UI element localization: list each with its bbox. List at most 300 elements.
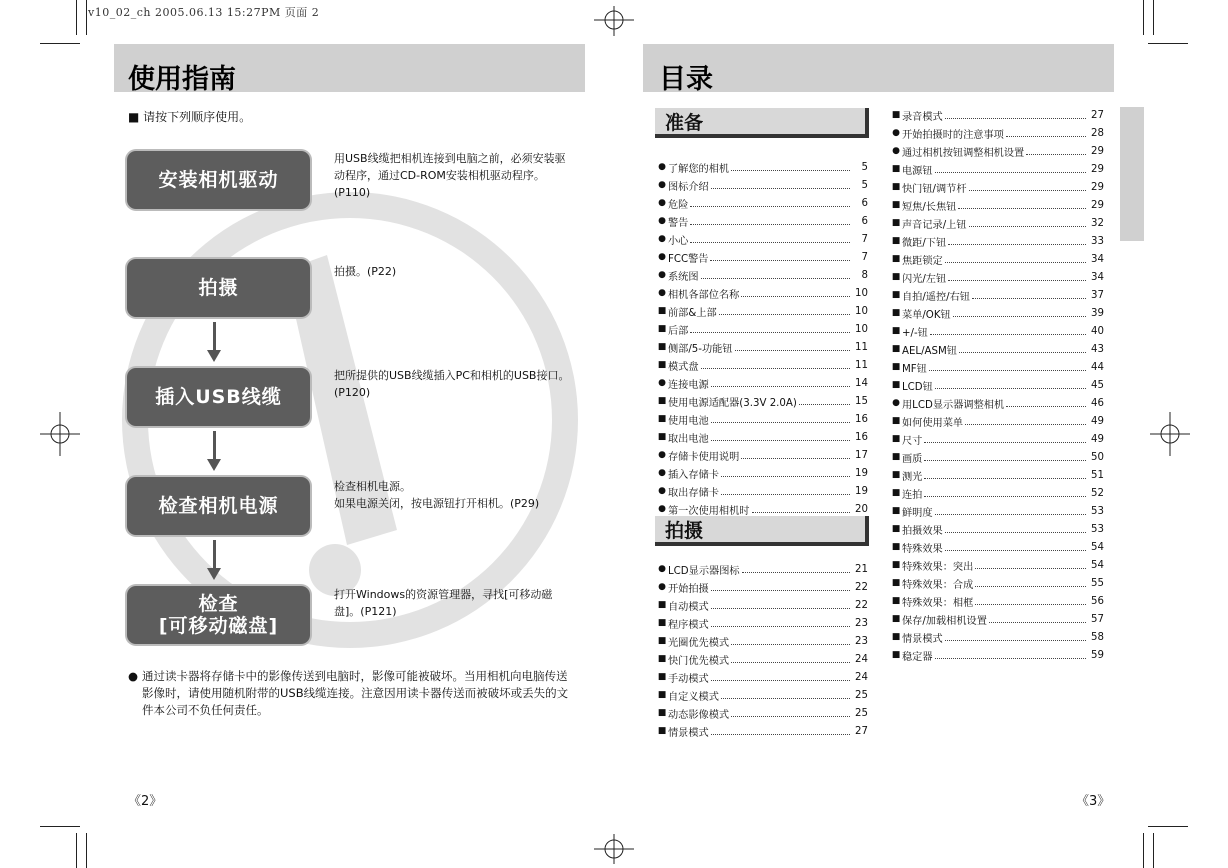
toc-entry-page: 24 [855,671,868,683]
toc-entry-page: 55 [1091,577,1104,589]
toc-entry [656,614,868,632]
toc-dot-leader [975,586,1086,587]
section-prepare-heading: 准备 [655,108,869,138]
toc-entry-label: 程序模式 [668,619,709,631]
toc-entry [890,124,1104,142]
toc-entry-page: 7 [861,233,868,245]
toc-dot-leader [935,514,1086,515]
toc-entry-marker: ■ [657,618,667,628]
toc-dot-leader [959,352,1086,353]
arrow-3-head [207,568,221,580]
arrow-1-head [207,350,221,362]
toc-entry-page: 19 [855,485,868,497]
toc-entry-label: 情景模式 [902,633,943,645]
registration-mark-right [1150,412,1190,456]
step-install-driver-desc: 用USB线缆把相机连接到电脑之前，必须安装驱动程序，通过CD-ROM安装相机驱动程序。(P110) [334,152,566,199]
toc-dot-leader [721,494,850,495]
toc-dot-leader [752,512,851,513]
toc-entry [890,358,1104,376]
toc-entry-page: 34 [1091,271,1104,283]
toc-entry [656,464,868,482]
toc-entry-page: 54 [1091,559,1104,571]
step-check-power-desc: 检查相机电源。 如果电源关闭，按电源钮打开相机。(P29) [334,480,540,510]
toc-entry-page: 43 [1091,343,1104,355]
toc-entry [890,556,1104,574]
toc-entry-page: 49 [1091,433,1104,445]
toc-entry [656,248,868,266]
toc-dot-leader [731,644,850,645]
toc-entry-page: 59 [1091,649,1104,661]
toc-entry [656,632,868,650]
toc-entry-label: 情景模式 [668,727,709,739]
toc-entry [656,374,868,392]
step-install-driver-label: 安装相机驱动 [158,169,279,191]
toc-entry-label: 特殊效果 [902,543,943,555]
toc-entry [656,722,868,740]
arrow-2-head [207,459,221,471]
toc-entry-label: 特殊效果：合成 [902,579,974,591]
toc-entry-label: 电源钮 [902,165,933,177]
toc-entry-marker: ■ [657,342,667,352]
left-page-title: 使用指南 [128,64,236,95]
toc-entry [656,596,868,614]
toc-entry [656,266,868,284]
toc-entry [890,394,1104,412]
toc-dot-leader [1006,406,1086,407]
toc-entry [656,284,868,302]
toc-entry [656,194,868,212]
toc-entry-marker: ■ [891,308,901,318]
toc-entry [656,668,868,686]
toc-entry-marker: ● [658,288,666,298]
toc-entry [656,446,868,464]
toc-entry-page: 23 [855,617,868,629]
toc-entry [656,428,868,446]
registration-mark-bottom [594,834,634,864]
toc-entry [656,686,868,704]
toc-entry [890,592,1104,610]
toc-entry-marker: ● [658,504,666,514]
toc-dot-leader [924,442,1086,443]
toc-dot-leader [711,590,850,591]
toc-entry-page: 10 [855,305,868,317]
toc-entry-marker: ● [892,146,900,156]
toc-entry-page: 22 [855,581,868,593]
toc-entry-label: 录音模式 [902,111,943,123]
toc-dot-leader [799,404,850,405]
toc-entry [890,160,1104,178]
toc-entry-page: 29 [1091,199,1104,211]
toc-dot-leader [935,172,1086,173]
toc-entry [890,646,1104,664]
toc-entry-page: 53 [1091,523,1104,535]
toc-entry-marker: ■ [657,636,667,646]
toc-entry [656,176,868,194]
step-install-driver [127,151,310,209]
toc-entry-marker: ■ [891,290,901,300]
toc-entry [890,250,1104,268]
toc-entry-page: 21 [855,563,868,575]
section-shooting-heading: 拍摄 [655,516,869,546]
toc-entry-marker: ■ [657,726,667,736]
file-header-label: v10_02_ch 2005.06.13 15:27PM 页面 2 [88,6,320,19]
toc-entry [656,158,868,176]
toc-entry-marker: ● [658,270,666,280]
toc-entry-label: 开始拍摄 [668,583,709,595]
toc-entry-label: 侧部/5-功能钮 [668,343,733,355]
toc-entry [890,322,1104,340]
toc-entry-marker: ■ [891,524,901,534]
toc-entry-label: 图标介绍 [668,181,709,193]
toc-entry-label: 用LCD显示器调整相机 [902,399,1005,411]
step-check-disk [127,586,310,644]
toc-entry-label: 微距/下钮 [902,237,947,249]
toc-entry-page: 45 [1091,379,1104,391]
bottom-note [128,668,573,719]
toc-entry-label: 画质 [902,453,923,465]
toc-entry-page: 56 [1091,595,1104,607]
toc-entry-page: 10 [855,323,868,335]
toc-entry-page: 19 [855,467,868,479]
toc-entry [656,338,868,356]
toc-entry [656,650,868,668]
toc-entry-label: LCD显示器图标 [668,565,740,577]
step-check-disk-label-line2: [可移动磁盘] [158,615,279,637]
toc-entry-marker: ■ [657,396,667,406]
toc-dot-leader [690,206,850,207]
toc-entry [890,340,1104,358]
toc-entry-label: 模式盘 [668,361,699,373]
toc-entry-marker: ■ [891,218,901,228]
toc-entry-page: 58 [1091,631,1104,643]
right-title-bar [643,44,1114,92]
toc-entry-marker: ● [658,162,666,172]
toc-entry-label: 自拍/遥控/右钮 [902,291,970,303]
toc-entry-page: 20 [855,503,868,515]
arrow-1 [213,322,216,352]
toc-entry-page: 37 [1091,289,1104,301]
toc-entry-page: 16 [855,413,868,425]
toc-entry-page: 34 [1091,253,1104,265]
right-page-number: 《3》 [1076,794,1111,809]
toc-entry-marker: ■ [891,200,901,210]
toc-dot-leader [711,188,850,189]
toc-entry-page: 50 [1091,451,1104,463]
toc-entry-marker: ■ [891,416,901,426]
toc-entry [656,410,868,428]
toc-entry-page: 53 [1091,505,1104,517]
toc-entry-label: 连拍 [902,489,923,501]
toc-dot-leader [989,622,1086,623]
toc-entry-page: 28 [1091,127,1104,139]
toc-dot-leader [711,608,850,609]
toc-entry-label: 后部 [668,325,689,337]
toc-dot-leader [719,314,850,315]
toc-dot-leader [711,626,850,627]
toc-dot-leader [1006,136,1086,137]
toc-entry-label: 相机各部位名称 [668,289,740,301]
toc-dot-leader [924,478,1086,479]
toc-dot-leader [969,226,1086,227]
toc-dot-leader [945,640,1086,641]
step-insert-usb [127,368,310,426]
toc-dot-leader [701,278,850,279]
toc-entry-marker: ■ [657,306,667,316]
toc-dot-leader [711,386,850,387]
step-check-power-label: 检查相机电源 [158,495,279,517]
arrow-2 [213,431,216,461]
toc-entry [890,304,1104,322]
toc-entry-marker: ■ [891,560,901,570]
toc-entry [656,356,868,374]
step-shoot [127,259,310,317]
toc-entry-label: 鲜明度 [902,507,933,519]
toc-dot-leader [710,260,850,261]
toc-entry-label: 开始拍摄时的注意事项 [902,129,1004,141]
toc-dot-leader [948,280,1086,281]
toc-entry-label: 前部&上部 [668,307,717,319]
toc-entry [890,232,1104,250]
toc-entry-label: 声音记录/上钮 [902,219,967,231]
toc-entry-page: 14 [855,377,868,389]
toc-dot-leader [924,460,1086,461]
toc-entry-page: 44 [1091,361,1104,373]
toc-entry-marker: ■ [891,110,901,120]
toc-entry [656,320,868,338]
toc-entry-page: 11 [855,341,868,353]
toc-entry [890,484,1104,502]
toc-entry-label: 快门优先模式 [668,655,730,667]
toc-entry-page: 7 [861,251,868,263]
toc-entry-marker: ■ [891,596,901,606]
toc-entry-label: 插入存储卡 [668,469,719,481]
toc-entry-page: 5 [861,161,868,173]
toc-entry-page: 46 [1091,397,1104,409]
toc-entry-label: 系统图 [668,271,699,283]
toc-entry-label: +/-钮 [902,327,928,339]
toc-entry [890,214,1104,232]
toc-dot-leader [953,316,1086,317]
toc-entry-marker: ■ [891,470,901,480]
toc-dot-leader [741,296,850,297]
toc-entry [656,482,868,500]
toc-dot-leader [731,170,850,171]
toc-entry [890,538,1104,556]
toc-entry [890,142,1104,160]
toc-dot-leader [690,242,850,243]
toc-dot-leader [945,118,1086,119]
step-shoot-desc: 拍摄。(P22) [334,265,397,278]
toc-entry-page: 29 [1091,181,1104,193]
toc-entry-marker: ■ [891,506,901,516]
step-shoot-label: 拍摄 [198,277,239,299]
toc-entry-marker: ■ [891,164,901,174]
toc-entry-label: 通过相机按钮调整相机设置 [902,147,1025,159]
toc-entry-page: 25 [855,689,868,701]
registration-mark-left [40,412,80,456]
toc-entry-label: 稳定器 [902,651,933,663]
toc-entry-label: 取出电池 [668,433,709,445]
toc-column-1b [656,560,868,740]
toc-entry-marker: ● [658,234,666,244]
toc-entry [890,520,1104,538]
toc-entry [890,106,1104,124]
toc-entry-label: 了解您的相机 [668,163,730,175]
toc-entry-label: 闪光/左钮 [902,273,947,285]
toc-entry-marker: ● [658,450,666,460]
toc-entry [656,560,868,578]
toc-entry-label: 第一次使用相机时 [668,505,750,517]
toc-dot-leader [945,532,1086,533]
toc-entry [890,628,1104,646]
toc-dot-leader [975,568,1086,569]
toc-entry-label: 保存/加载相机设置 [902,615,987,627]
toc-entry [656,212,868,230]
toc-dot-leader [711,440,850,441]
toc-entry-label: 特殊效果：相框 [902,597,974,609]
toc-entry-label: 菜单/OK钮 [902,309,951,321]
toc-entry-page: 11 [855,359,868,371]
toc-entry-page: 51 [1091,469,1104,481]
toc-entry-marker: ■ [891,452,901,462]
toc-entry-label: 使用电源适配器(3.3V 2.0A) [668,397,797,409]
toc-entry [890,412,1104,430]
toc-dot-leader [930,334,1086,335]
toc-entry-marker: ■ [891,632,901,642]
toc-entry-marker: ■ [891,578,901,588]
toc-dot-leader [924,496,1086,497]
toc-entry-marker: ■ [657,432,667,442]
toc-entry [890,448,1104,466]
toc-entry [656,704,868,722]
toc-entry-marker: ■ [657,672,667,682]
toc-entry-label: 存储卡使用说明 [668,451,740,463]
toc-entry-page: 22 [855,599,868,611]
toc-dot-leader [721,698,850,699]
toc-entry-page: 23 [855,635,868,647]
step-insert-usb-label: 插入USB线缆 [155,386,282,408]
toc-entry-label: 如何使用菜单 [902,417,964,429]
toc-dot-leader [721,476,850,477]
toc-entry [890,196,1104,214]
toc-entry-marker: ● [658,582,666,592]
toc-entry-marker: ■ [891,254,901,264]
toc-entry [890,610,1104,628]
toc-entry-page: 15 [855,395,868,407]
step-check-disk-label-line1: 检查 [198,593,239,615]
bottom-note-text: 通过读卡器将存储卡中的影像传送到电脑时，影像可能被破坏。当用相机向电脑传送影像时，请使用随机附带的USB线缆连接。注意因用读卡器传送而被破坏或丢失的文件本公司不负任何责任。 [142,669,569,717]
toc-entry-marker: ■ [891,542,901,552]
toc-entry-marker: ■ [891,182,901,192]
toc-entry-page: 25 [855,707,868,719]
toc-entry-label: 快门钮/调节杆 [902,183,967,195]
toc-entry-label: MF钮 [902,363,927,375]
toc-dot-leader [945,550,1086,551]
toc-entry-page: 33 [1091,235,1104,247]
toc-entry [656,230,868,248]
toc-entry-page: 57 [1091,613,1104,625]
toc-entry [890,286,1104,304]
toc-entry-page: 6 [861,215,868,227]
toc-entry-label: 手动模式 [668,673,709,685]
toc-entry-marker: ■ [657,600,667,610]
toc-dot-leader [935,388,1086,389]
toc-entry-page: 17 [855,449,868,461]
toc-dot-leader [975,604,1086,605]
toc-entry-page: 49 [1091,415,1104,427]
toc-entry-marker: ● [658,198,666,208]
toc-dot-leader [711,422,850,423]
toc-dot-leader [929,370,1086,371]
toc-dot-leader [1026,154,1086,155]
toc-entry-marker: ■ [891,380,901,390]
registration-mark-top [594,6,634,36]
toc-entry-page: 40 [1091,325,1104,337]
toc-entry-label: 动态影像模式 [668,709,730,721]
toc-entry-marker: ● [892,128,900,138]
bottom-note-bullet: ● [128,669,139,683]
toc-dot-leader [690,332,850,333]
toc-entry-marker: ● [658,564,666,574]
toc-entry-label: 光圈优先模式 [668,637,730,649]
toc-dot-leader [731,716,850,717]
toc-entry-label: 自动模式 [668,601,709,613]
toc-entry-marker: ■ [891,362,901,372]
toc-entry-marker: ■ [657,708,667,718]
toc-entry-label: AEL/ASM钮 [902,345,957,357]
right-page-title: 目录 [659,64,713,95]
toc-entry [890,268,1104,286]
toc-entry-label: FCC警告 [668,253,709,265]
toc-entry-marker: ● [658,486,666,496]
toc-entry-label: 拍摄效果 [902,525,943,537]
toc-entry-marker: ■ [891,326,901,336]
toc-dot-leader [972,298,1086,299]
toc-dot-leader [711,680,850,681]
toc-dot-leader [965,424,1086,425]
toc-entry-label: 使用电池 [668,415,709,427]
toc-entry-page: 32 [1091,217,1104,229]
arrow-3 [213,540,216,570]
toc-entry-label: 焦距锁定 [902,255,943,267]
toc-entry [890,466,1104,484]
toc-entry-label: 危险 [668,199,689,211]
toc-dot-leader [935,658,1086,659]
step-check-disk-desc: 打开Windows的资源管理器，寻找[可移动磁盘]。(P121) [334,588,553,618]
toc-entry-marker: ■ [891,434,901,444]
toc-dot-leader [958,208,1086,209]
toc-entry [890,376,1104,394]
toc-entry-label: 小心 [668,235,689,247]
toc-entry-marker: ● [658,180,666,190]
toc-entry-page: 29 [1091,163,1104,175]
toc-entry-page: 16 [855,431,868,443]
toc-entry-page: 39 [1091,307,1104,319]
toc-entry [890,574,1104,592]
toc-entry-marker: ● [658,378,666,388]
toc-entry-marker: ■ [657,654,667,664]
toc-entry-marker: ■ [657,360,667,370]
toc-column-1a [656,158,868,518]
toc-entry-marker: ■ [891,236,901,246]
toc-entry-marker: ■ [891,614,901,624]
toc-entry [656,302,868,320]
toc-entry-marker: ■ [657,414,667,424]
toc-entry-marker: ■ [657,324,667,334]
toc-entry-page: 54 [1091,541,1104,553]
toc-entry-marker: ■ [891,488,901,498]
toc-dot-leader [969,190,1086,191]
